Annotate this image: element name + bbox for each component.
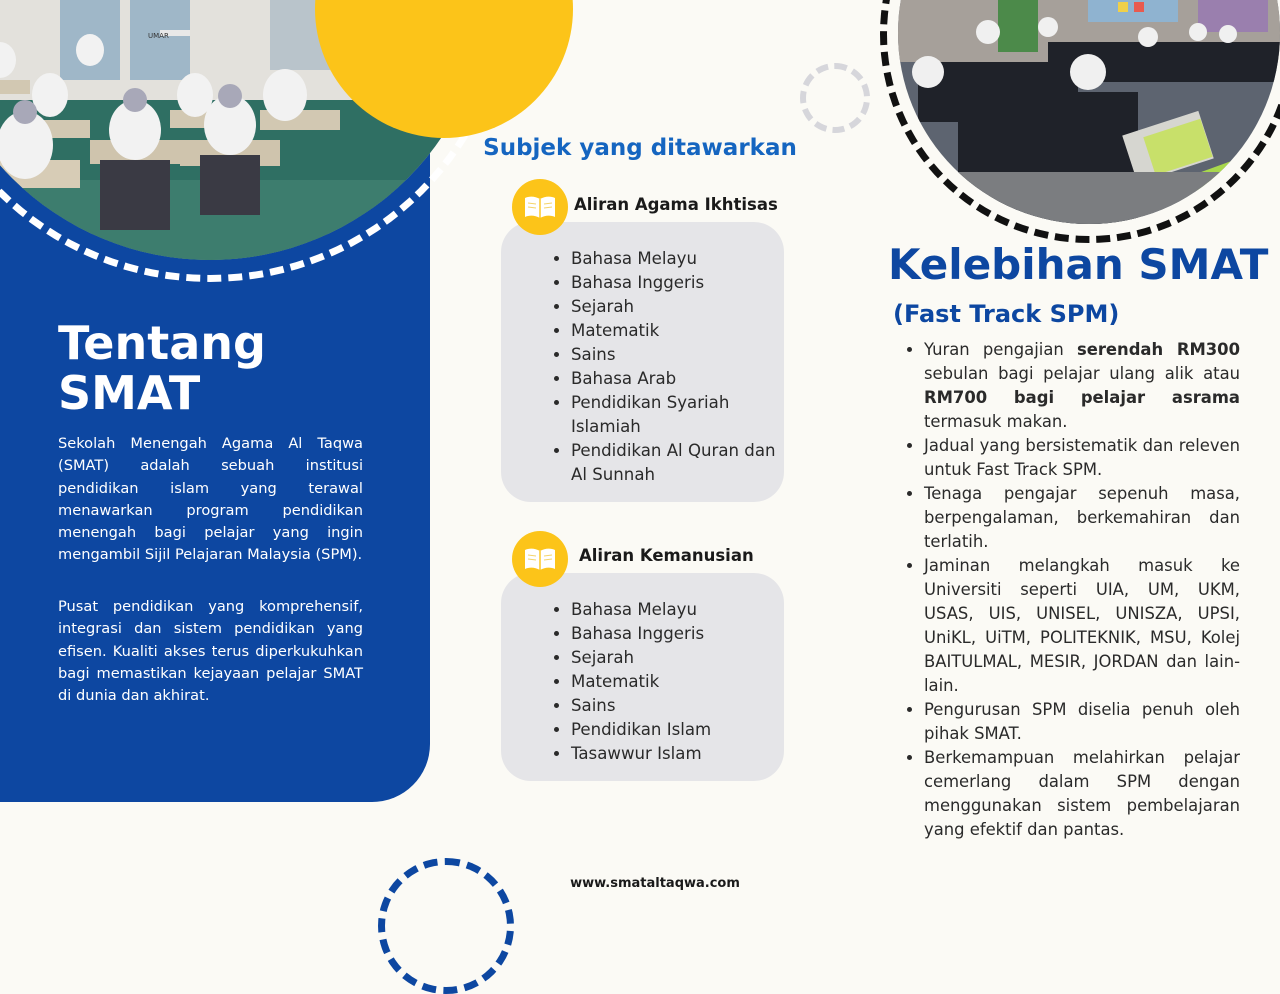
list-item: • Pengurusan SPM diselia penuh oleh pihak SMAT. xyxy=(924,698,1240,746)
list-item: • Tasawwur Islam xyxy=(571,742,784,766)
about-title-line1: Tentang xyxy=(58,316,266,370)
book-badge-kemanusian xyxy=(512,531,568,587)
list-item: • Jaminan melangkah masuk ke Universiti seperti UIA, UM, UKM, USAS, UIS, UNISEL, UNISZA, UPSI, UniKL, UiTM, POLITEKNIK, MSU, Kolej BAITULMAL, MESIR, JORDAN dan lain-lain. xyxy=(924,554,1240,698)
about-title xyxy=(58,318,398,418)
list-item: • Berkemampuan melahirkan pelajar cemerlang dalam SPM dengan menggunakan sistem pembelajaran yang efektif dan pantas. xyxy=(924,746,1240,842)
stream-title-agama: Aliran Agama Ikhtisas xyxy=(574,195,778,214)
fees-text-a: Yuran pengajian xyxy=(924,340,1077,359)
subject-list-agama xyxy=(501,222,784,487)
list-item: • Bahasa Arab xyxy=(571,367,784,391)
list-item: • Matematik xyxy=(571,319,784,343)
open-book-icon xyxy=(524,195,556,219)
about-paragraph-2: Pusat pendidikan yang komprehensif, integrasi dan sistem pendidikan yang efisen. Kualiti akses terus diperkukuhkan bagi memastikan kejayaan pelajar SMAT di dunia dan akhirat. xyxy=(58,598,363,705)
dashed-ring-decoration-blue xyxy=(378,858,514,994)
list-item: • Sains xyxy=(571,343,784,367)
list-item: • Sejarah xyxy=(571,646,784,670)
list-item: • Bahasa Melayu xyxy=(571,247,784,271)
subject-card-agama xyxy=(501,222,784,502)
fees-text-d: RM700 bagi pelajar asrama xyxy=(924,388,1240,407)
dashed-ring-decoration-black xyxy=(880,0,1280,243)
subject-card-kemanusian xyxy=(501,573,784,781)
list-item: • Pendidikan Syariah Islamiah xyxy=(571,391,784,439)
advantages-subtitle: (Fast Track SPM) xyxy=(893,300,1120,328)
list-item: • Pendidikan Islam xyxy=(571,718,784,742)
list-item: • Matematik xyxy=(571,670,784,694)
advantage-item-fees xyxy=(924,338,1240,434)
dashed-ring-decoration-grey xyxy=(800,63,870,133)
wall-sign-text: UMAR xyxy=(148,32,169,40)
list-item: • Bahasa Inggeris xyxy=(571,622,784,646)
fees-text-c: sebulan bagi pelajar ulang alik atau xyxy=(924,364,1240,383)
open-book-icon xyxy=(524,547,556,571)
about-paragraph-1: Sekolah Menengah Agama Al Taqwa (SMAT) adalah sebuah institusi pendidikan islam yang terawal menawarkan program pendidikan menengah bagi pelajar yang ingin mengambil Sijil Pelajaran Malaysia (SPM). xyxy=(58,435,363,564)
list-item: • Pendidikan Al Quran dan Al Sunnah xyxy=(571,439,784,487)
advantages-title: Kelebihan SMAT xyxy=(888,240,1269,289)
list-item: • Sejarah xyxy=(571,295,784,319)
advantages-list xyxy=(898,338,1240,842)
book-badge-agama xyxy=(512,179,568,235)
list-item: • Tenaga pengajar sepenuh masa, berpengalaman, berkemahiran dan terlatih. xyxy=(924,482,1240,554)
fees-text-b: serendah RM300 xyxy=(1076,340,1240,359)
about-title-line2: SMAT xyxy=(58,366,201,420)
website-url: www.smataltaqwa.com xyxy=(570,876,740,891)
fees-text-e: termasuk makan. xyxy=(924,412,1068,431)
list-item: • Sains xyxy=(571,694,784,718)
subject-list-kemanusian xyxy=(501,573,784,766)
list-item: • Bahasa Melayu xyxy=(571,598,784,622)
list-item: • Bahasa Inggeris xyxy=(571,271,784,295)
subjects-title: Subjek yang ditawarkan xyxy=(483,135,797,161)
list-item: • Jadual yang bersistematik dan releven untuk Fast Track SPM. xyxy=(924,434,1240,482)
stream-title-kemanusian: Aliran Kemanusian xyxy=(579,546,754,565)
